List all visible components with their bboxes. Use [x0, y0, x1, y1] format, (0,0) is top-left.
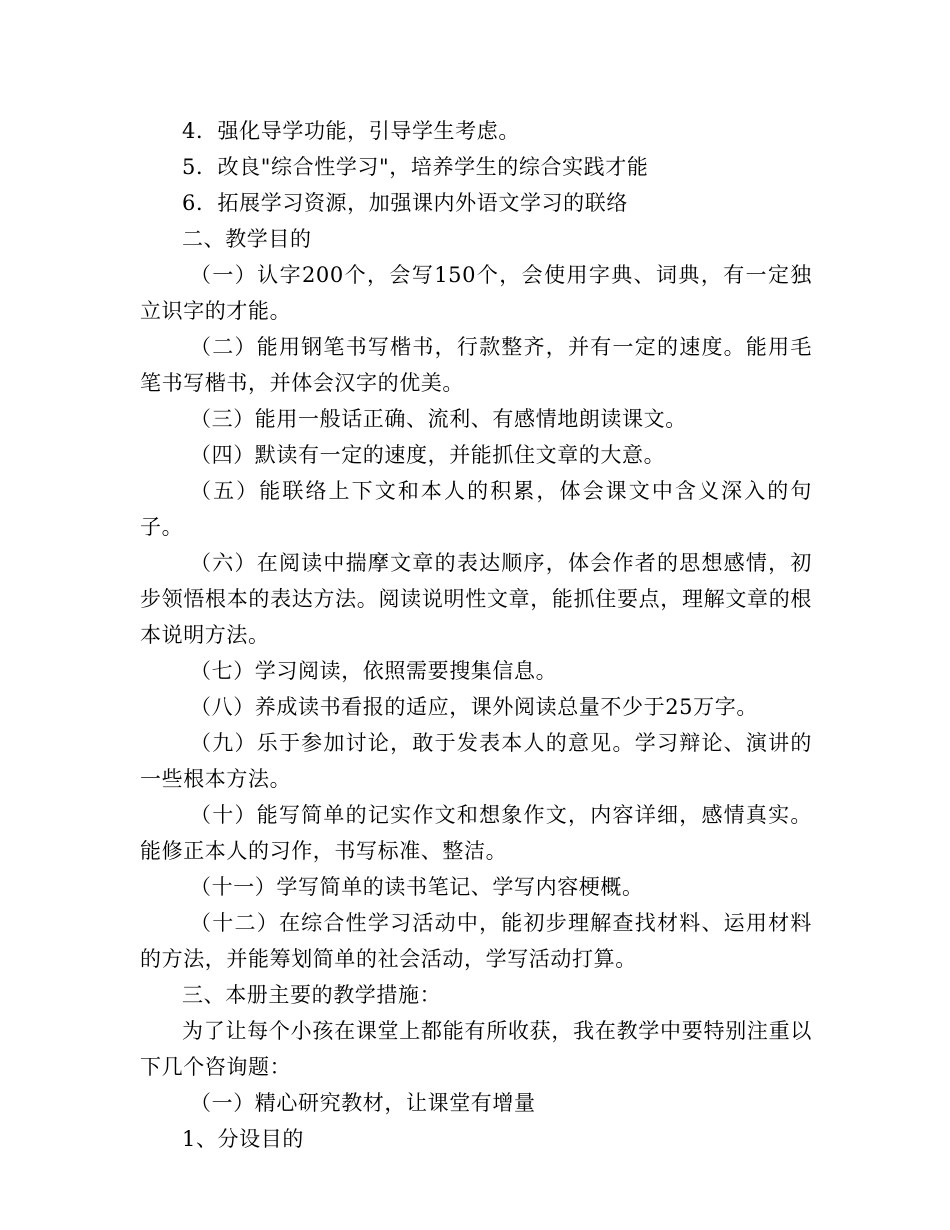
- measure-1-subitem: 1、分设目的: [182, 1127, 304, 1151]
- paragraph-item-4: 4．强化导学功能，引导学生考虑。: [182, 119, 520, 143]
- measures-intro: 为了让每个小孩在课堂上都能有所收获，我在教学中要特别注重以下几个咨询题：: [140, 1019, 812, 1079]
- goal-12: （十二）在综合性学习活动中，能初步理解查找材料、运用材料的方法，并能筹划简单的社会活动，学写活动打算。: [140, 911, 812, 971]
- measure-1-heading: （一）精心研究教材，让课堂有增量: [190, 1091, 536, 1115]
- goal-3: （三）能用一般话正确、流利、有感情地朗读课文。: [190, 407, 687, 431]
- goal-6: （六）在阅读中揣摩文章的表达顺序，体会作者的思想感情，初步领悟根本的表达方法。阅读说明性文章，能抓住要点，理解文章的根本说明方法。: [140, 551, 812, 647]
- goal-10: （十）能写简单的记实作文和想象作文，内容详细，感情真实。能修正本人的习作，书写标准、整洁。: [140, 803, 812, 863]
- goal-11: （十一）学写简单的读书笔记、学写内容梗概。: [190, 875, 644, 899]
- paragraph-item-5: 5．改良"综合性学习"，培养学生的综合实践才能: [182, 155, 649, 179]
- goal-1: （一）认字200个，会写150个，会使用字典、词典，有一定独立识字的才能。: [140, 263, 812, 323]
- goal-4: （四）默读有一定的速度，并能抓住文章的大意。: [190, 443, 666, 467]
- goal-5: （五）能联络上下文和本人的积累，体会课文中含义深入的句子。: [140, 479, 812, 539]
- paragraph-item-6: 6．拓展学习资源，加强课内外语文学习的联络: [182, 191, 628, 215]
- section-heading-teaching-goals: 二、教学目的: [182, 227, 312, 251]
- goal-9: （九）乐于参加讨论，敢于发表本人的意见。学习辩论、演讲的一些根本方法。: [140, 731, 812, 791]
- goal-8: （八）养成读书看报的适应，课外阅读总量不少于25万字。: [190, 695, 758, 719]
- section-heading-teaching-measures: 三、本册主要的教学措施：: [182, 983, 442, 1007]
- document-body: [140, 113, 812, 1157]
- goal-7: （七）学习阅读，依照需要搜集信息。: [190, 659, 558, 683]
- goal-2: （二）能用钢笔书写楷书，行款整齐，并有一定的速度。能用毛笔书写楷书，并体会汉字的优美。: [140, 335, 812, 395]
